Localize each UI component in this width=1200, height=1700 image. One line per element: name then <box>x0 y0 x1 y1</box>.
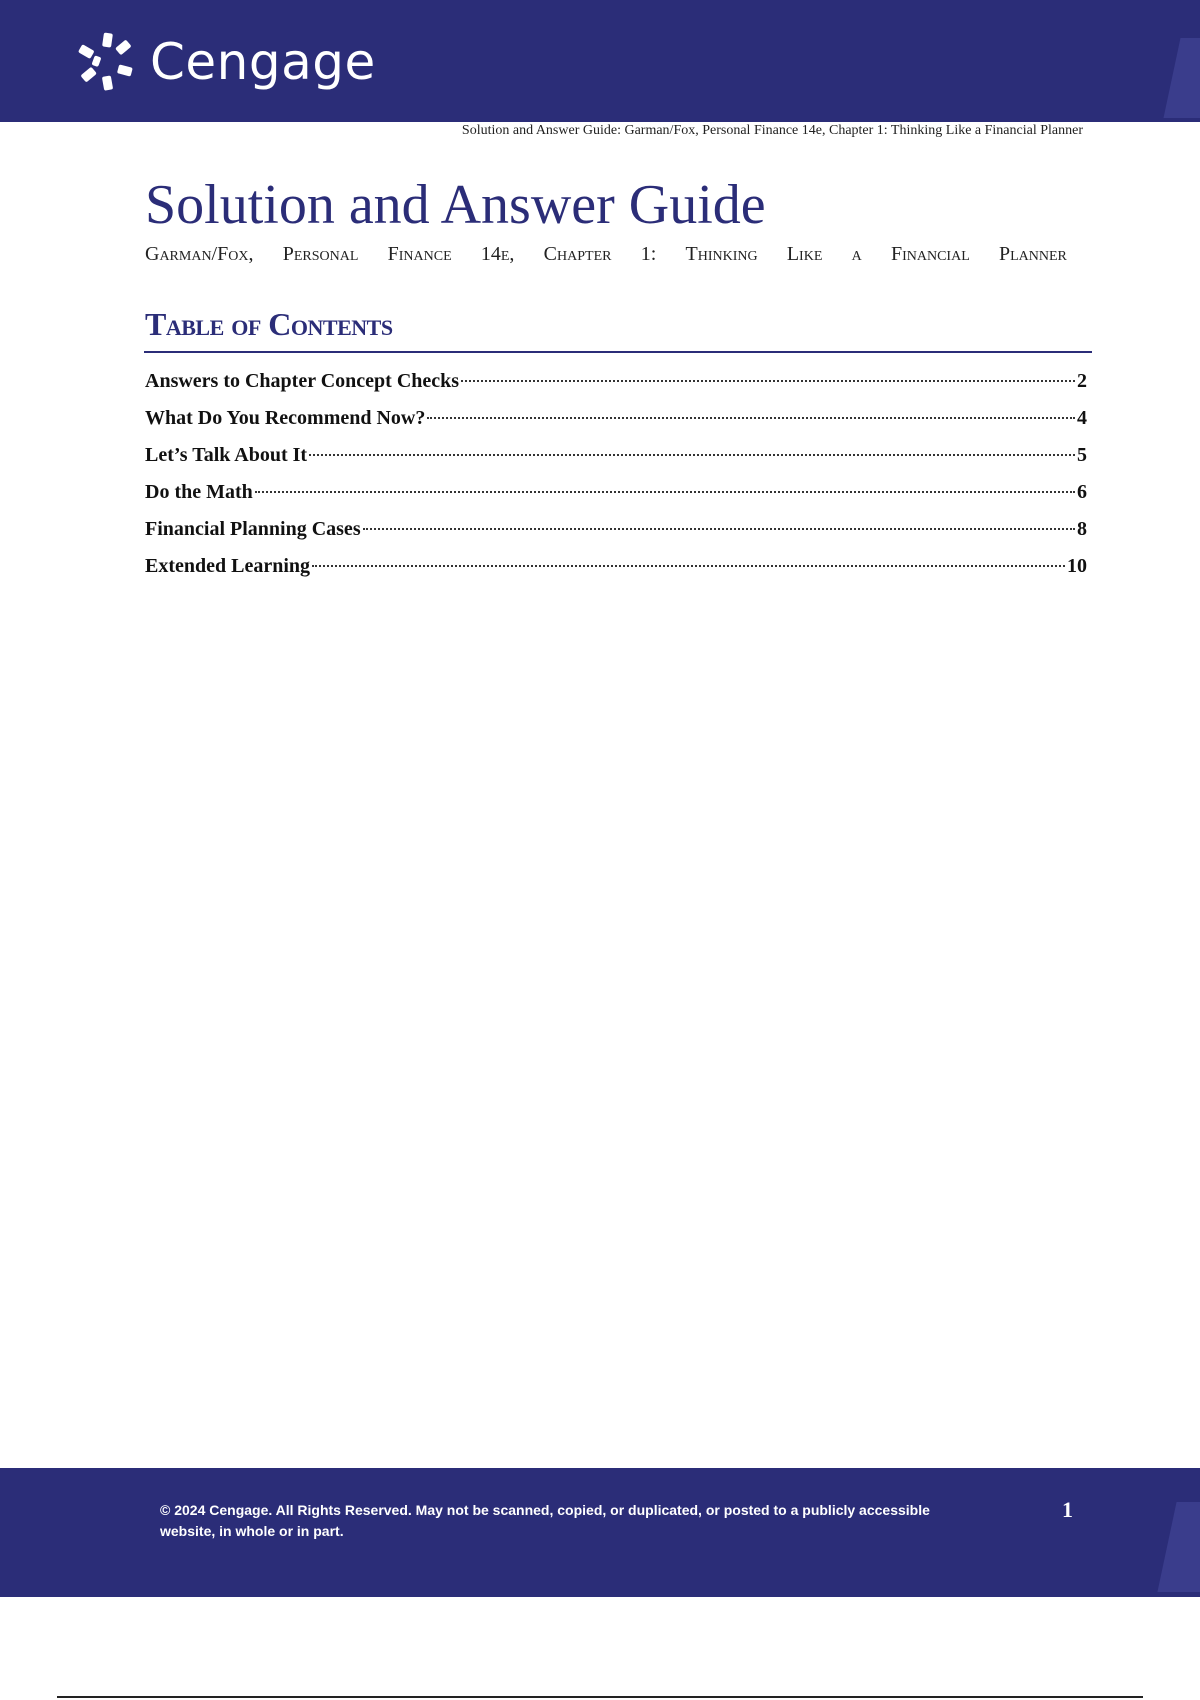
page-number: 1 <box>1062 1497 1073 1522</box>
logo-wordmark: Cengage <box>150 33 376 91</box>
subtitle-word: Finance <box>387 243 452 265</box>
dot-leader <box>427 417 1075 419</box>
toc-entry-do-the-math[interactable] <box>145 481 1087 518</box>
bottom-divider <box>57 1696 1143 1698</box>
decorative-corner-shape <box>1157 1502 1200 1592</box>
subtitle-word: Thinking <box>685 243 758 265</box>
toc-entry-label: Let’s Talk About It <box>145 444 308 466</box>
dot-leader <box>312 565 1065 567</box>
cengage-logo-icon <box>76 31 138 93</box>
document-subtitle <box>145 243 1067 266</box>
decorative-corner-shape <box>1163 38 1200 118</box>
document-title: Solution and Answer Guide <box>145 174 766 236</box>
dot-leader <box>255 491 1075 493</box>
dot-leader <box>309 454 1075 456</box>
toc-entry-page: 2 <box>1077 370 1087 392</box>
toc-entry-planning-cases[interactable] <box>145 518 1087 555</box>
toc-entry-label: Extended Learning <box>145 555 311 577</box>
toc-entry-lets-talk[interactable] <box>145 444 1087 481</box>
toc-entry-page: 5 <box>1077 444 1087 466</box>
dot-leader <box>461 380 1075 382</box>
toc-heading: Table of Contents <box>145 306 393 342</box>
subtitle-word: Like <box>786 243 823 265</box>
toc-entry-concept-checks[interactable] <box>145 370 1087 407</box>
subtitle-word: 14e, <box>480 243 515 265</box>
subtitle-word: 1: <box>640 243 657 265</box>
subtitle-word: a <box>851 243 862 265</box>
toc-entry-extended-learning[interactable] <box>145 555 1087 592</box>
toc-entry-page: 8 <box>1077 518 1087 540</box>
toc-divider <box>144 351 1092 353</box>
dot-leader <box>363 528 1075 530</box>
subtitle-word: Personal <box>282 243 359 265</box>
toc-entry-label: Financial Planning Cases <box>145 518 361 540</box>
running-header: Solution and Answer Guide: Garman/Fox, Personal Finance 14e, Chapter 1: Thinking Like a Financial Planner <box>461 123 1083 138</box>
copyright-notice: © 2024 Cengage. All Rights Reserved. May not be scanned, copied, or duplicated, or posted to a publicly accessible website, in whole or in part. <box>160 1502 930 1539</box>
toc-entry-page: 10 <box>1067 555 1087 577</box>
cengage-logo <box>76 30 376 94</box>
toc-list <box>145 370 1087 592</box>
toc-entry-page: 6 <box>1077 481 1087 503</box>
toc-entry-label: What Do You Recommend Now? <box>145 407 426 429</box>
subtitle-word: Financial <box>890 243 970 265</box>
subtitle-word: Garman/Fox, <box>145 243 254 265</box>
toc-entry-recommend-now[interactable] <box>145 407 1087 444</box>
toc-entry-page: 4 <box>1077 407 1087 429</box>
subtitle-word: Chapter <box>543 243 612 265</box>
toc-entry-label: Do the Math <box>145 481 253 503</box>
toc-entry-label: Answers to Chapter Concept Checks <box>145 370 460 392</box>
subtitle-word: Planner <box>998 243 1067 265</box>
